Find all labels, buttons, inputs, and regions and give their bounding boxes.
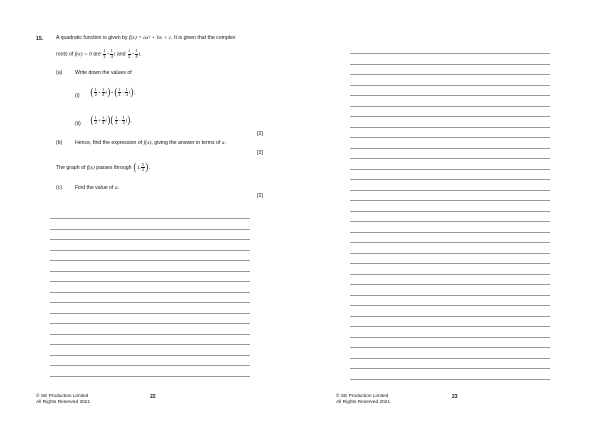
- page-number-right: 23: [452, 394, 458, 400]
- answer-line: [350, 263, 550, 264]
- answer-line: [50, 229, 250, 230]
- answer-line: [350, 284, 550, 285]
- answer-line: [350, 358, 550, 359]
- root2-real: $\frac{1}{2}$: [128, 48, 131, 59]
- roots-line: roots of f(x) = 0 are $\frac{1}{2}$ + $\frac{1}{4}$ i and $\frac{1}{2}$ − $\frac{1}{4}$ i.: [56, 48, 142, 59]
- answer-line: [350, 137, 550, 138]
- page-number-left: 22: [150, 394, 156, 400]
- answer-line: [350, 221, 550, 222]
- answer-line: [50, 218, 250, 219]
- function-expression: f(x) = ax² + bx + c: [128, 35, 172, 41]
- answer-line: [350, 74, 550, 75]
- answer-line: [50, 292, 250, 293]
- answer-line: [350, 305, 550, 306]
- part-c-label: (c): [56, 185, 63, 191]
- copyright-line: © SE Production Limited: [36, 394, 89, 399]
- answer-line: [350, 347, 550, 348]
- part-a-i-label: (i): [75, 93, 80, 99]
- copyright-line: © SE Production Limited: [336, 394, 389, 399]
- answer-line: [50, 323, 250, 324]
- answer-line: [50, 281, 250, 282]
- part-a-text: Write down the values of: [75, 70, 132, 76]
- answer-line: [350, 53, 550, 54]
- answer-line: [350, 64, 550, 65]
- answer-line: [350, 158, 550, 159]
- answer-line: [50, 344, 250, 345]
- answer-line: [350, 169, 550, 170]
- part-b-label: (b): [56, 140, 63, 146]
- answer-line: [350, 379, 550, 380]
- part-a-marks: [2]: [257, 131, 263, 137]
- answer-line: [50, 355, 250, 356]
- answer-line: [50, 334, 250, 335]
- answer-line: [350, 85, 550, 86]
- answer-line: [350, 232, 550, 233]
- answer-line: [350, 200, 550, 201]
- answer-line: [350, 148, 550, 149]
- answer-line: [350, 253, 550, 254]
- answer-line: [50, 376, 250, 377]
- question-stem: A quadratic function is given by f(x) = ax² + bx + c. It is given that the complex: [56, 35, 236, 41]
- root1-imag: $\frac{1}{4}$: [110, 48, 113, 59]
- question-number: 15.: [36, 36, 44, 42]
- part-a-label: (a): [56, 70, 63, 76]
- part-a-ii-expression: ( $\frac{1}{2}$ + $\frac{1}{4}$ i)( $\frac{1}{2}$ − $\frac{1}{4}$ i).: [90, 114, 133, 127]
- answer-line: [350, 190, 550, 191]
- answer-line: [350, 274, 550, 275]
- rights-line: All Rights Reserved 2021: [336, 400, 391, 405]
- answer-line: [350, 106, 550, 107]
- part-b-text: Hence, find the expression of f(x), giving the answer in terms of a.: [75, 140, 227, 146]
- left-footer: [36, 394, 90, 406]
- answer-line: [50, 250, 250, 251]
- part-c-text: Find the value of a.: [75, 185, 120, 191]
- answer-line: [50, 313, 250, 314]
- rights-line: All Rights Reserved 2021: [36, 400, 91, 405]
- answer-line: [350, 116, 550, 117]
- answer-line: [350, 368, 550, 369]
- answer-line: [350, 242, 550, 243]
- answer-line: [350, 95, 550, 96]
- right-footer: [336, 394, 390, 406]
- answer-line: [350, 127, 550, 128]
- answer-line: [350, 337, 550, 338]
- right-page: [300, 0, 600, 424]
- part-a-ii-label: (ii): [75, 121, 81, 127]
- answer-line: [350, 316, 550, 317]
- answer-line: [50, 260, 250, 261]
- answer-line: [50, 239, 250, 240]
- root1-real: $\frac{1}{2}$: [103, 48, 106, 59]
- answer-line: [350, 295, 550, 296]
- part-b-marks: [3]: [257, 150, 263, 156]
- graph-statement: The graph of f(x) passes through (1, $\frac{5}{2}$ ).: [56, 161, 151, 174]
- answer-line: [350, 211, 550, 212]
- root2-imag: $\frac{1}{4}$: [135, 48, 138, 59]
- answer-line: [350, 179, 550, 180]
- answer-line: [50, 302, 250, 303]
- answer-line: [350, 326, 550, 327]
- answer-line: [50, 365, 250, 366]
- answer-line: [50, 271, 250, 272]
- part-c-marks: [2]: [257, 193, 263, 199]
- part-a-i-expression: ( $\frac{1}{2}$ + $\frac{1}{4}$ i)+( $\frac{1}{2}$ − $\frac{1}{4}$ i);: [90, 86, 136, 99]
